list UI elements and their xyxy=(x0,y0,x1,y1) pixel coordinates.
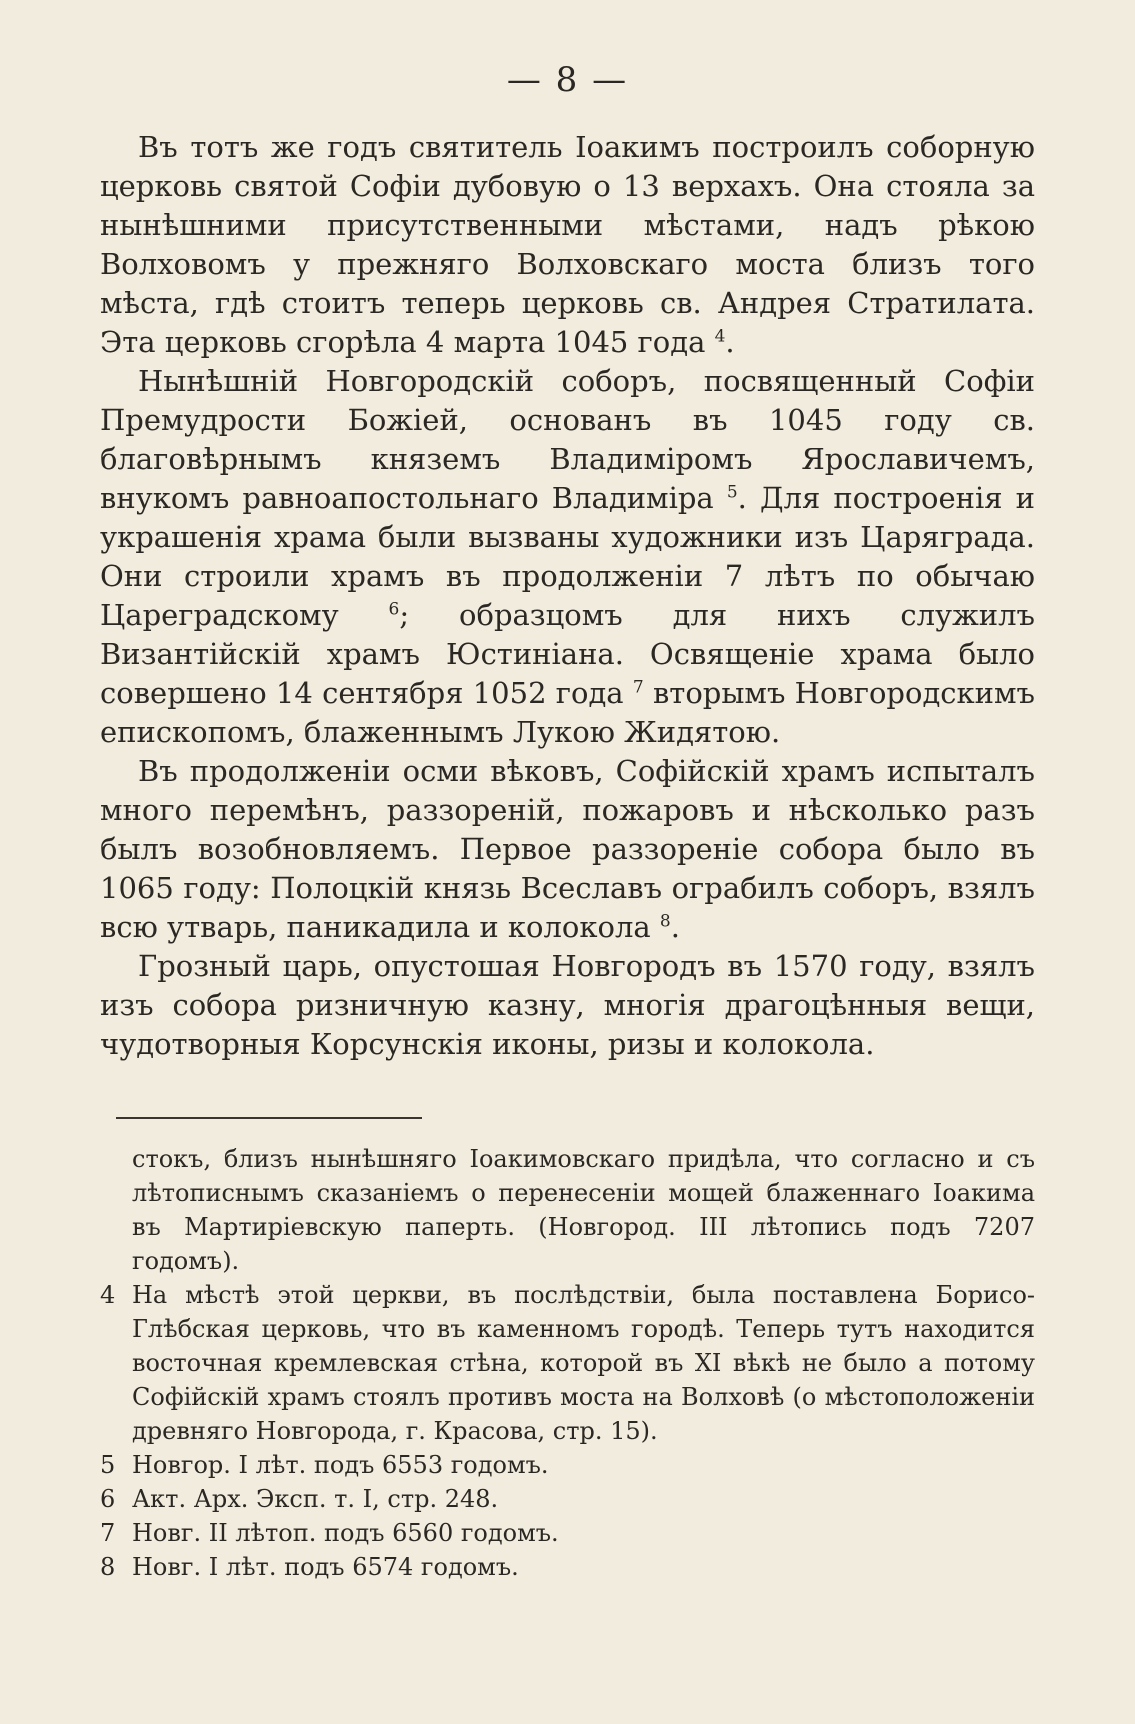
paragraph-text: Въ тотъ же годъ святитель Іоакимъ построилъ соборную церковь святой Софіи дубовую о 13 верхахъ. Она стояла за нынѣшними присутственными мѣстами, надъ рѣкою Волховомъ у прежняго Волховскаго моста близъ того мѣста, гдѣ стоитъ теперь церковь св. Андрея Стратилата. Эта церковь сгорѣла 4 марта 1045 года xyxy=(100,130,1035,359)
paragraph-1 xyxy=(100,128,1035,362)
paragraph-text: . Для построенія и украшенія храма были вызваны художники изъ Царяграда. Они строили храмъ въ продолженіи 7 лѣтъ по обычаю Цареградскому xyxy=(100,481,1036,632)
paragraph-text: Въ продолженіи осми вѣковъ, Софійскій храмъ испыталъ много перемѣнъ, раззореній, пожаровъ и нѣсколько разъ былъ возобновляемъ. Первое раззореніе собора было въ 1065 году: Полоцкій князь Всеславъ ограбилъ соборъ, взялъ всю утварь, паникадила и колокола xyxy=(100,754,1035,944)
footnote-number: 7 xyxy=(100,1519,116,1547)
footnote-text: Акт. Арх. Эксп. т. I, стр. 248. xyxy=(132,1485,499,1513)
paragraph-text: вторымъ Новгородскимъ епископомъ, блаженнымъ Лукою Жидятою. xyxy=(100,676,1035,749)
paragraph-2 xyxy=(100,362,1035,752)
footnote-ref: 6 xyxy=(388,599,400,620)
page-number: — 8 — xyxy=(506,60,629,100)
footnote-ref: 4 xyxy=(714,326,726,347)
punctuation: . xyxy=(725,325,735,359)
paragraph-text: Грозный царь, опустошая Новгородъ въ 1570 году, взялъ изъ собора ризничную казну, многія драгоцѣнныя вещи, чудотворныя Корсунскія иконы, ризы и колокола. xyxy=(100,949,1035,1061)
footnote-number xyxy=(100,1142,132,1278)
footnote-text: стокъ, близъ нынѣшняго Іоакимовскаго придѣла, что согласно и съ лѣтописнымъ сказаніемъ о перенесеніи мощей блаженнаго Іоакима въ Мартиріевскую паперть. (Новгород. III лѣтопись подъ 7207 годомъ). xyxy=(132,1145,1035,1275)
footnote-text: Новг. II лѣтоп. подъ 6560 годомъ. xyxy=(132,1519,559,1547)
paragraph-text: ; образцомъ для нихъ служилъ Византійскій храмъ Юстиніана. Освященіе храма было совершено 14 сентября 1052 года xyxy=(100,598,1036,710)
footnote-text: Новг. I лѣт. подъ 6574 годомъ. xyxy=(132,1553,519,1581)
footnote-number: 4 xyxy=(100,1281,116,1309)
footnote-ref: 7 xyxy=(632,677,644,698)
footnotes xyxy=(100,1142,1035,1584)
footnote-continuation xyxy=(100,1142,1035,1278)
footnote-5 xyxy=(100,1448,1035,1482)
footnote-text: На мѣстѣ этой церкви, въ послѣдствіи, была поставлена Борисо-Глѣбская церковь, что въ каменномъ городѣ. Теперь тутъ находится восточная кремлевская стѣна, которой въ XI вѣкѣ не было а потому Софійскій храмъ стоялъ противъ моста на Волховѣ (о мѣстоположеніи древняго Новгорода, г. Красова, стр. 15). xyxy=(132,1281,1035,1445)
main-text xyxy=(100,128,1035,1064)
footnote-4 xyxy=(100,1278,1035,1448)
footnote-text: Новгор. I лѣт. подъ 6553 годомъ. xyxy=(132,1451,549,1479)
paragraph-text: Нынѣшній Новгородскій соборъ, посвященный Софіи Премудрости Божіей, основанъ въ 1045 году св. благовѣрнымъ княземъ Владиміромъ Ярославичемъ, внукомъ равноапостольнаго Владиміра xyxy=(100,364,1035,515)
footnote-ref: 8 xyxy=(659,911,671,932)
footnote-number: 6 xyxy=(100,1485,116,1513)
footnote-6 xyxy=(100,1482,1035,1516)
footnote-number: 5 xyxy=(100,1451,116,1479)
footnote-7 xyxy=(100,1516,1035,1550)
footnote-ref: 5 xyxy=(726,482,738,503)
footnote-8 xyxy=(100,1550,1035,1584)
footnote-divider xyxy=(116,1117,422,1119)
paragraph-4 xyxy=(100,947,1035,1064)
footnote-number: 8 xyxy=(100,1553,116,1581)
punctuation: . xyxy=(670,910,680,944)
paragraph-3 xyxy=(100,752,1035,947)
